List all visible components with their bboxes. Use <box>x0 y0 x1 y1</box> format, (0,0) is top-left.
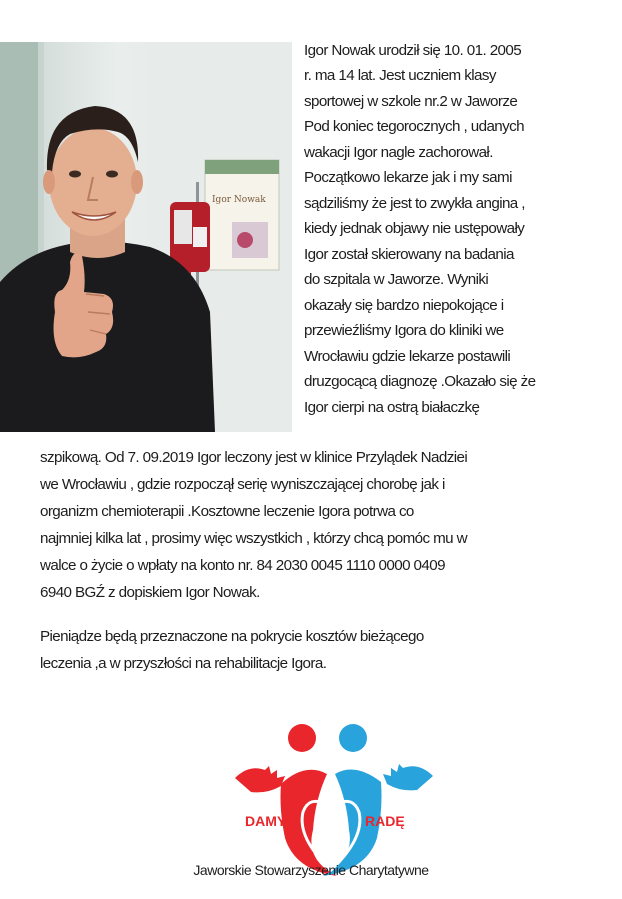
blue-hand-icon <box>383 764 433 790</box>
bank-account-line: walce o życie o wpłaty na konto nr. 84 2030 0045 1110 0000 0409 <box>40 557 445 574</box>
organization-name: Jaworskie Stowarzyszenie Charytatywne <box>193 862 429 878</box>
text-line: sądziliśmy że jest to zwykła angina , <box>304 195 525 212</box>
text-line: kiedy jednak objawy nie ustępowały <box>304 220 525 237</box>
text-line: 6940 BGŹ z dopiskiem Igor Nowak. <box>40 584 260 601</box>
text-line: najmniej kilka lat , prosimy więc wszystkich , którzy chcą pomóc mu w <box>40 530 468 547</box>
text-line: Igor Nowak urodził się 10. 01. 2005 <box>304 42 522 59</box>
text-line: Wrocławiu gdzie lekarze postawili <box>304 348 511 365</box>
text-line: Pod koniec tegorocznych , udanych <box>304 118 524 135</box>
text-line: druzgocącą diagnozę .Okazało się że <box>304 373 536 390</box>
text-line: Początkowo lekarze jak i my sami <box>304 169 512 186</box>
sign-text: Igor Nowak <box>212 195 266 205</box>
blue-figure-head-icon <box>339 724 367 752</box>
text-line: Pieniądze będą przeznaczone na pokrycie kosztów bieżącego <box>40 628 424 645</box>
text-line: we Wrocławiu , gdzie rozpoczął serię wyniszczającej chorobę jak i <box>40 476 445 493</box>
text-line: leczenia ,a w przyszłości na rehabilitacje Igora. <box>40 655 327 672</box>
text-line: okazały się bardzo niepokojące i <box>304 297 504 314</box>
photo-boy-thumbs-up <box>0 42 292 432</box>
red-figure-head-icon <box>288 724 316 752</box>
text-line: organizm chemioterapii .Kosztowne leczenie Igora potrwa co <box>40 503 414 520</box>
text-line: Igor został skierowany na badania <box>304 246 514 263</box>
text-line: szpikową. Od 7. 09.2019 Igor leczony jest w klinice Przylądek Nadziei <box>40 449 468 466</box>
text-line: wakacji Igor nagle zachorował. <box>304 144 493 161</box>
text-line: r. ma 14 lat. Jest uczniem klasy <box>304 67 496 84</box>
logo-word-damy: DAMY <box>245 813 287 829</box>
text-line: Igor cierpi na ostrą białaczkę <box>304 399 480 416</box>
logo-word-rade: RADĘ <box>365 813 405 829</box>
text-line: przewieźliśmy Igora do kliniki we <box>304 322 504 339</box>
red-hand-icon <box>235 766 285 792</box>
text-line: do szpitala w Jaworze. Wyniki <box>304 271 489 288</box>
text-line: sportowej w szkole nr.2 w Jaworze <box>304 93 518 110</box>
